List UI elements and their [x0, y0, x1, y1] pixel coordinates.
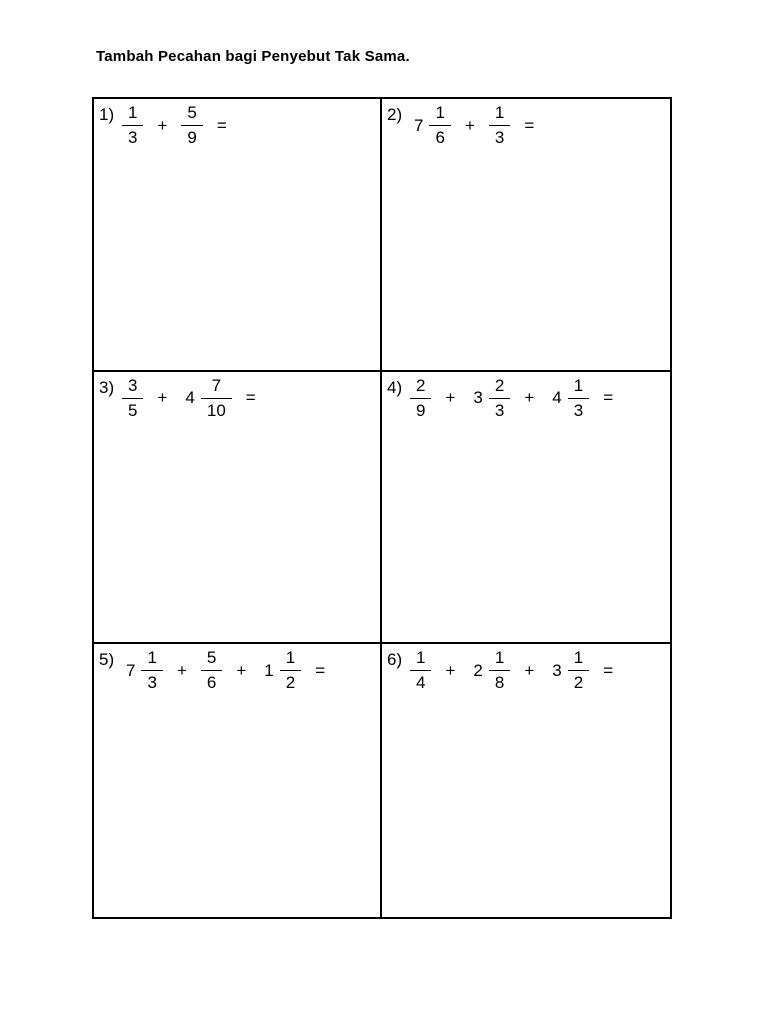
denominator: 3 [494, 400, 505, 420]
fraction-bar [410, 670, 431, 671]
problem-expression [118, 648, 325, 693]
numerator: 7 [211, 375, 222, 395]
fraction-bar [201, 670, 222, 671]
numerator: 1 [494, 103, 505, 122]
whole-number: 4 [185, 388, 195, 408]
problem-number: 2) [387, 105, 403, 124]
whole-number: 2 [473, 660, 483, 680]
fraction-bar [429, 125, 450, 126]
numerator: 1 [416, 648, 426, 668]
plus-sign: + [176, 660, 187, 680]
whole-number: 4 [552, 388, 562, 408]
fraction [122, 103, 143, 148]
fraction-bar [410, 398, 431, 399]
plus-sign: + [157, 388, 168, 408]
denominator: 5 [128, 400, 138, 420]
numerator: 1 [285, 648, 296, 668]
numerator: 2 [416, 375, 426, 395]
fraction [410, 648, 431, 693]
denominator: 4 [416, 673, 426, 693]
fraction [568, 648, 589, 693]
numerator: 1 [573, 375, 584, 395]
problem-grid [92, 97, 672, 919]
problem-expression [118, 103, 227, 148]
denominator: 3 [128, 128, 138, 147]
numerator: 2 [494, 375, 505, 395]
denominator: 6 [435, 128, 445, 147]
denominator: 10 [206, 400, 226, 420]
whole-number: 3 [473, 388, 483, 408]
fraction [122, 376, 143, 421]
fraction [201, 648, 222, 693]
fraction-bar [568, 670, 589, 671]
denominator: 6 [206, 673, 217, 693]
numerator: 5 [206, 648, 217, 668]
equals-sign: = [245, 388, 256, 408]
fraction [489, 648, 510, 693]
fraction-bar [489, 125, 510, 126]
numerator: 1 [147, 648, 157, 668]
problem-number: 3) [99, 377, 115, 397]
denominator: 2 [285, 673, 296, 693]
problem-cell [94, 372, 382, 645]
plus-sign: + [445, 660, 456, 680]
numerator: 1 [494, 648, 505, 668]
problem-expression [406, 648, 613, 693]
numerator: 1 [573, 648, 584, 668]
numerator: 1 [128, 103, 138, 122]
fraction [141, 648, 162, 693]
problem-expression [406, 376, 613, 421]
fraction-bar [122, 125, 143, 126]
fraction-bar [122, 398, 143, 399]
fraction-bar [568, 398, 589, 399]
denominator: 9 [416, 400, 426, 420]
fraction [489, 376, 510, 421]
plus-sign: + [445, 388, 456, 408]
fraction [568, 376, 589, 421]
problem-cell [94, 644, 382, 917]
problem-number: 6) [387, 650, 403, 670]
plus-sign: + [524, 388, 535, 408]
plus-sign: + [236, 660, 247, 680]
plus-sign: + [157, 115, 168, 135]
fraction-bar [181, 125, 202, 126]
numerator: 3 [128, 375, 138, 395]
problem-number: 1) [99, 105, 115, 124]
problem-cell [382, 372, 670, 645]
problem-cell [94, 99, 382, 372]
whole-number: 1 [264, 660, 274, 680]
denominator: 9 [187, 128, 197, 147]
equals-sign: = [315, 660, 326, 680]
equals-sign: = [603, 660, 614, 680]
fraction-bar [489, 670, 510, 671]
whole-number: 7 [126, 660, 136, 680]
fraction-bar [201, 398, 232, 399]
equals-sign: = [603, 388, 614, 408]
denominator: 3 [573, 400, 584, 420]
fraction [181, 103, 202, 148]
fraction [280, 648, 301, 693]
problem-expression [406, 103, 534, 148]
numerator: 1 [435, 103, 445, 122]
problem-cell [382, 644, 670, 917]
numerator: 5 [187, 103, 197, 122]
denominator: 3 [147, 673, 157, 693]
worksheet-title: Tambah Pecahan bagi Penyebut Tak Sama. [96, 48, 410, 65]
equals-sign: = [524, 115, 535, 135]
denominator: 2 [573, 673, 584, 693]
fraction [489, 103, 510, 148]
whole-number: 7 [414, 115, 424, 135]
problem-number: 5) [99, 650, 115, 670]
plus-sign: + [464, 115, 475, 135]
denominator: 3 [494, 128, 505, 147]
denominator: 8 [494, 673, 505, 693]
fraction [429, 103, 450, 148]
fraction [201, 376, 232, 421]
fraction [410, 376, 431, 421]
equals-sign: = [216, 115, 227, 135]
problem-cell [382, 99, 670, 372]
problem-number: 4) [387, 377, 403, 397]
fraction-bar [280, 670, 301, 671]
fraction-bar [141, 670, 162, 671]
plus-sign: + [524, 660, 535, 680]
problem-expression [118, 376, 256, 421]
whole-number: 3 [552, 660, 562, 680]
fraction-bar [489, 398, 510, 399]
